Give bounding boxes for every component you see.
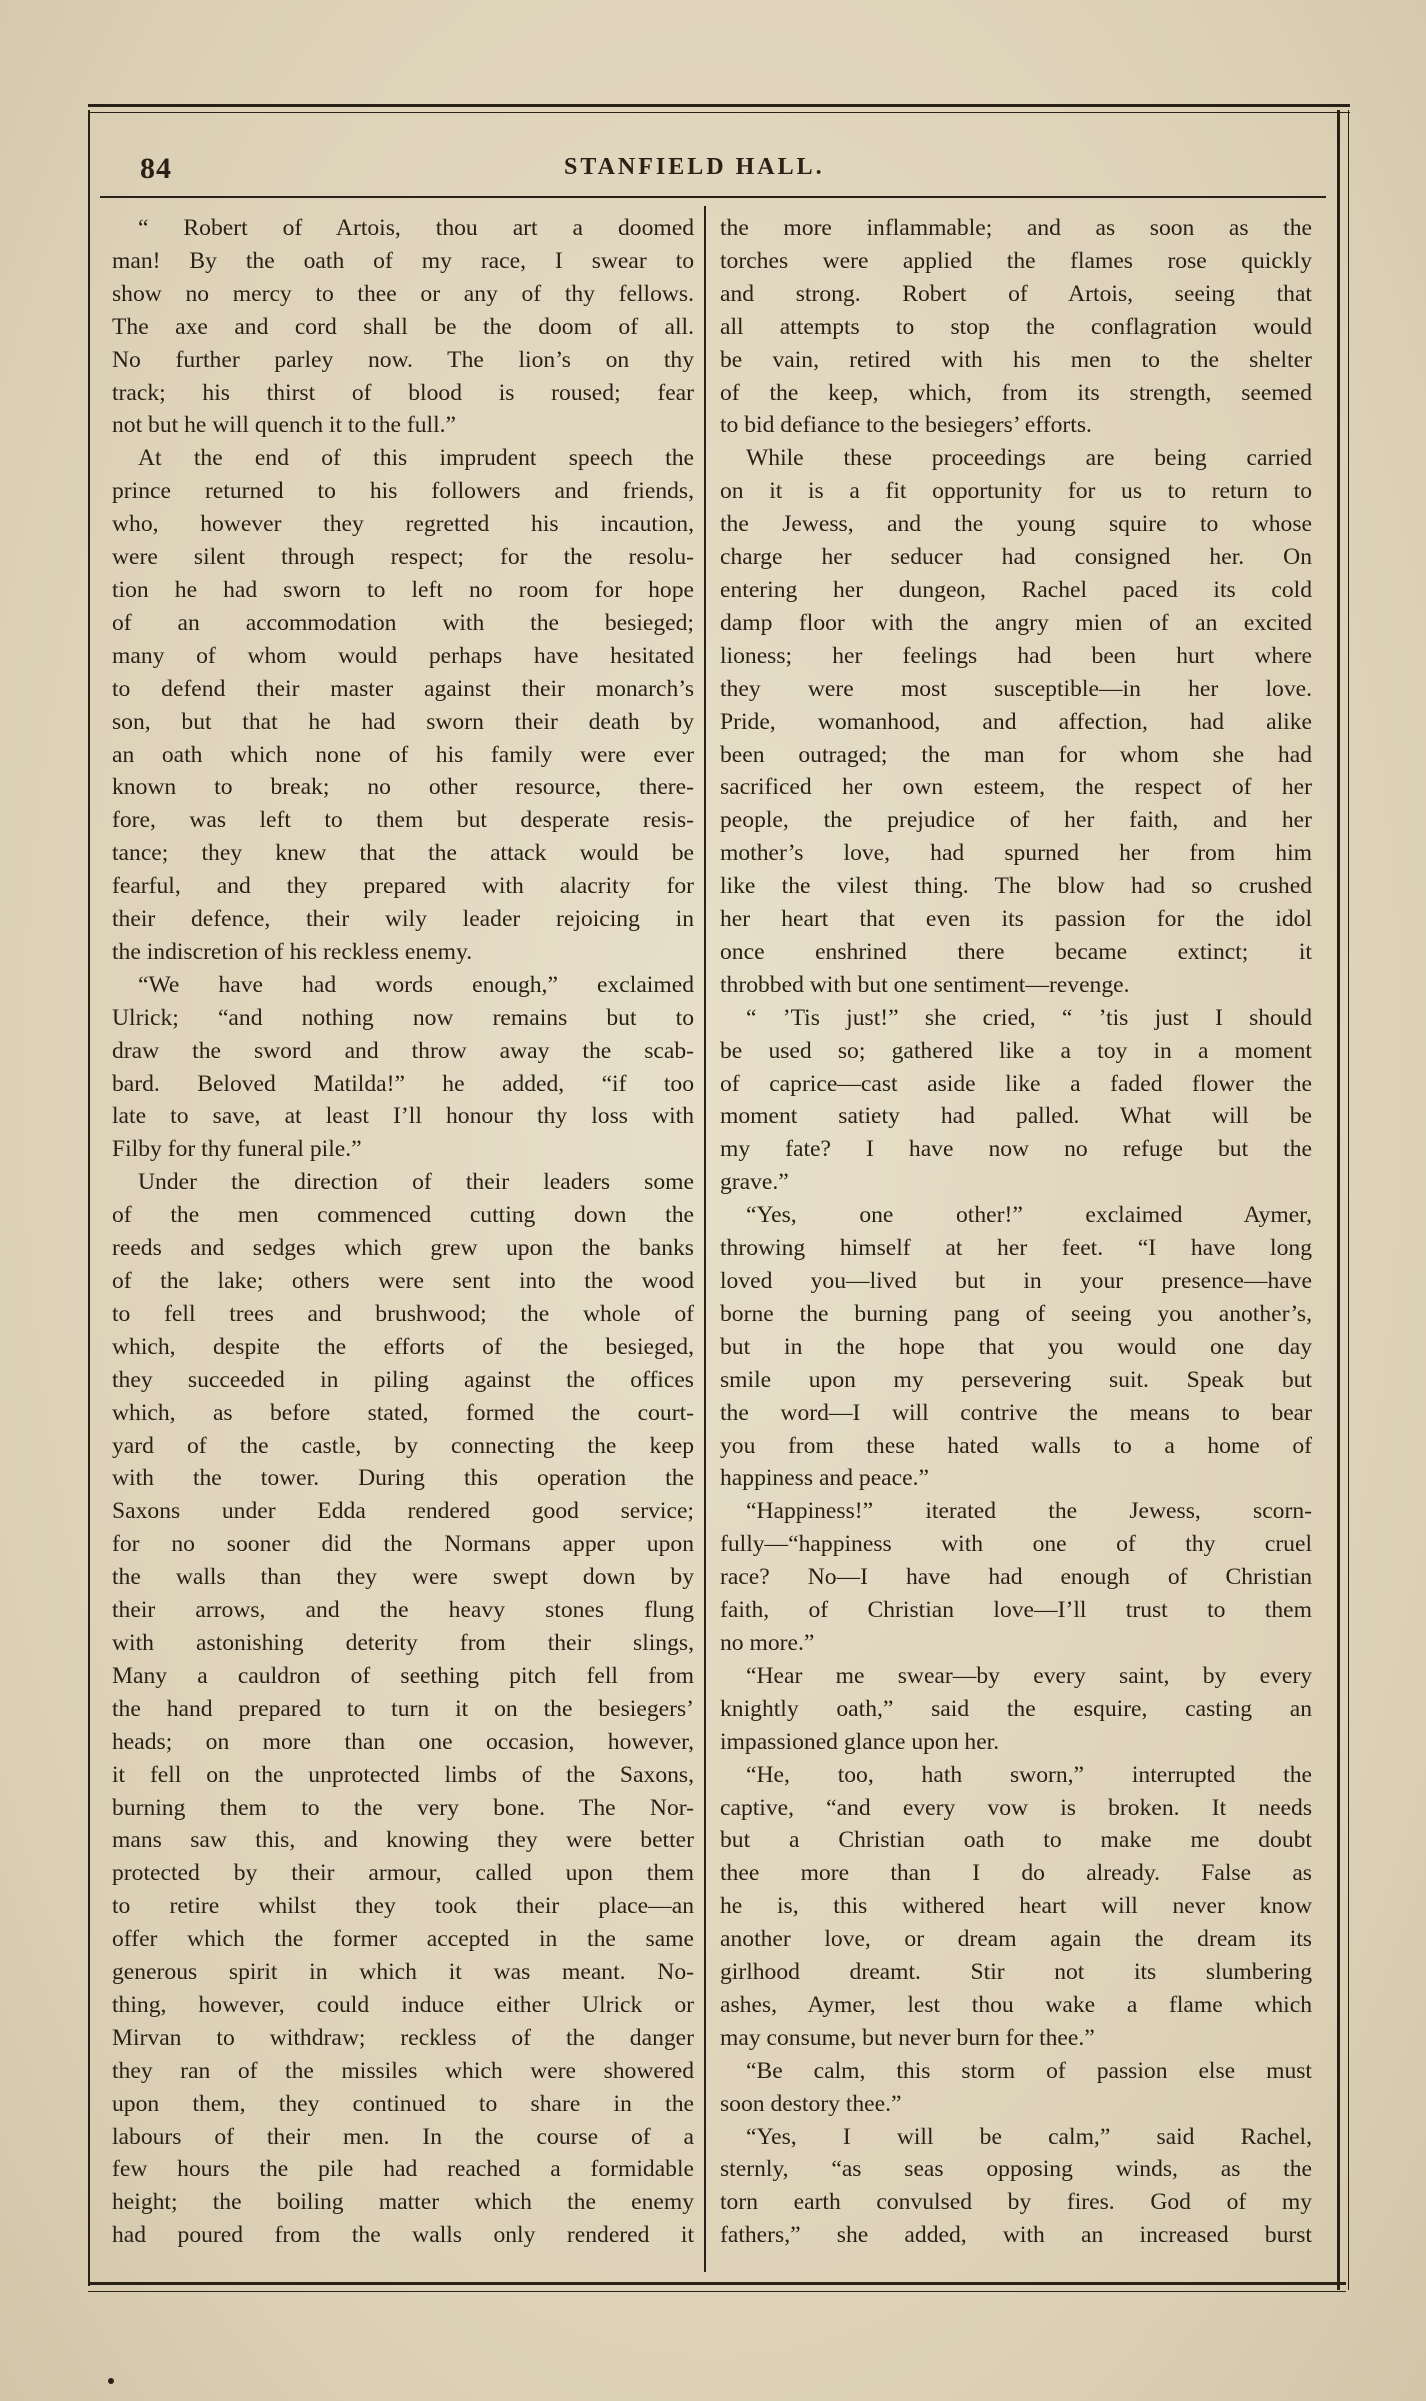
text-line: knightly oath,” said the esquire, casting an <box>720 1695 1312 1722</box>
text-line: the Jewess, and the young squire to whose <box>720 511 1312 538</box>
text-line: girlhood dreamt. Stir not its slumbering <box>720 1959 1312 1986</box>
text-line: with astonishing deterity from their slings, <box>112 1629 694 1656</box>
text-line: been outraged; the man for whom she had <box>720 741 1312 768</box>
text-line: my fate? I have now no refuge but the <box>720 1136 1312 1163</box>
text-line: of an accommodation with the besieged; <box>112 609 694 636</box>
text-line: son, but that he had sworn their death by <box>112 708 694 735</box>
text-line: generous spirit in which it was meant. No- <box>112 1959 694 1986</box>
text-line: of the lake; others were sent into the wood <box>112 1268 694 1294</box>
text-line: loved you—lived but in your presence—have <box>720 1268 1312 1294</box>
ink-speck <box>108 2378 114 2384</box>
text-line: people, the prejudice of her faith, and her <box>720 807 1312 834</box>
text-line: mans saw this, and knowing they were better <box>112 1827 694 1854</box>
text-line: draw the sword and throw away the scab- <box>112 1037 694 1064</box>
text-line: of the keep, which, from its strength, seemed <box>720 379 1312 406</box>
header-rule <box>100 196 1326 198</box>
text-line: who, however they regretted his incaution, <box>112 511 694 538</box>
text-line: the walls than they were swept down by <box>112 1564 694 1591</box>
text-line: smile upon my persevering suit. Speak but <box>720 1366 1312 1393</box>
text-line: the more inflammable; and as soon as the <box>720 215 1312 241</box>
text-line: thing, however, could induce either Ulrick or <box>112 1991 694 2018</box>
text-line: had poured from the walls only rendered it <box>112 2222 694 2249</box>
text-line: “Happiness!” iterated the Jewess, scorn- <box>746 1498 1312 1525</box>
page-number: 84 <box>140 152 172 185</box>
page-border-top-thin <box>88 112 1350 113</box>
text-line: moment satiety had palled. What will be <box>720 1103 1312 1130</box>
text-line: reeds and sedges which grew upon the banks <box>112 1235 694 1262</box>
text-line: damp floor with the angry mien of an excited <box>720 609 1312 636</box>
text-line: thee more than I do already. False as <box>720 1860 1312 1887</box>
text-line: “We have had words enough,” exclaimed <box>138 971 694 998</box>
text-line: but in the hope that you would one day <box>720 1333 1312 1360</box>
text-line: were silent through respect; for the resolu- <box>112 544 694 571</box>
text-line: fathers,” she added, with an increased burst <box>720 2222 1312 2249</box>
column-divider <box>704 206 706 2272</box>
text-line: borne the burning pang of seeing you another’s, <box>720 1300 1312 1327</box>
text-line: upon them, they continued to share in the <box>112 2090 694 2117</box>
text-line: the hand prepared to turn it on the besiegers’ <box>112 1695 694 1722</box>
text-line: “Yes, I will be calm,” said Rachel, <box>746 2123 1312 2150</box>
text-line: they ran of the missiles which were showered <box>112 2057 694 2084</box>
text-line: you from these hated walls to a home of <box>720 1432 1312 1459</box>
page-border-right-thin <box>1348 110 1349 2290</box>
text-line: sacrificed her own esteem, the respect of her <box>720 774 1312 801</box>
text-line: but a Christian oath to make me doubt <box>720 1827 1312 1854</box>
text-line: Many a cauldron of seething pitch fell from <box>112 1662 694 1689</box>
text-line: may consume, but never burn for thee.” <box>720 2024 1095 2051</box>
text-line: like the vilest thing. The blow had so crushed <box>720 873 1312 900</box>
text-line: their defence, their wily leader rejoicing in <box>112 906 694 933</box>
text-line: fearful, and they prepared with alacrity for <box>112 873 694 900</box>
text-line: their arrows, and the heavy stones flung <box>112 1597 694 1624</box>
text-line: “He, too, hath sworn,” interrupted the <box>746 1761 1312 1788</box>
text-line: man! By the oath of my race, I swear to <box>112 247 694 274</box>
text-line: charge her seducer had consigned her. On <box>720 544 1312 571</box>
page-border-bottom <box>88 2282 1346 2285</box>
text-line: and strong. Robert of Artois, seeing that <box>720 280 1312 307</box>
text-line: entering her dungeon, Rachel paced its cold <box>720 576 1312 603</box>
text-line: fore, was left to them but desperate resis- <box>112 807 694 834</box>
text-line: many of whom would perhaps have hesitated <box>112 642 694 669</box>
page-border-top <box>88 104 1350 107</box>
text-line: happiness and peace.” <box>720 1465 929 1492</box>
text-line: grave.” <box>720 1169 789 1196</box>
text-line: ashes, Aymer, lest thou wake a flame which <box>720 1991 1312 2018</box>
text-line: bard. Beloved Matilda!” he added, “if too <box>112 1070 694 1097</box>
text-line: throbbed with but one sentiment—revenge. <box>720 971 1130 998</box>
text-line: they succeeded in piling against the offices <box>112 1366 694 1393</box>
text-line: of caprice—cast aside like a faded flower the <box>720 1070 1312 1097</box>
text-line: protected by their armour, called upon them <box>112 1860 694 1887</box>
text-line: “Be calm, this storm of passion else must <box>746 2057 1312 2084</box>
text-line: fully—“happiness with one of thy cruel <box>720 1531 1312 1558</box>
text-line: of the men commenced cutting down the <box>112 1202 694 1229</box>
text-line: the word—I will contrive the means to bear <box>720 1399 1312 1426</box>
text-line: Pride, womanhood, and affection, had alike <box>720 708 1312 735</box>
text-line: tion he had sworn to left no room for hope <box>112 576 694 603</box>
text-line: late to save, at least I’ll honour thy loss with <box>112 1103 694 1130</box>
text-line: captive, “and every vow is broken. It needs <box>720 1794 1312 1821</box>
text-line: few hours the pile had reached a formidable <box>112 2156 694 2183</box>
page-border-bottom-thin <box>88 2291 1346 2292</box>
text-line: burning them to the very bone. The Nor- <box>112 1794 694 1821</box>
text-line: Mirvan to withdraw; reckless of the danger <box>112 2024 694 2051</box>
text-line: Saxons under Edda rendered good service; <box>112 1498 694 1525</box>
text-line: No further parley now. The lion’s on thy <box>112 346 694 373</box>
text-line: “ ’Tis just!” she cried, “ ’tis just I should <box>746 1004 1312 1031</box>
text-line: offer which the former accepted in the same <box>112 1926 694 1953</box>
text-line: be vain, retired with his men to the shelter <box>720 346 1312 373</box>
text-line: While these proceedings are being carried <box>746 445 1312 472</box>
text-line: faith, of Christian love—I’ll trust to them <box>720 1597 1312 1624</box>
text-line: sternly, “as seas opposing winds, as the <box>720 2156 1312 2183</box>
page-header <box>100 148 1320 198</box>
text-line: no more.” <box>720 1629 815 1656</box>
text-line: to defend their master against their monarch’s <box>112 675 694 702</box>
text-line: Ulrick; “and nothing now remains but to <box>112 1004 694 1031</box>
text-line: they were most susceptible—in her love. <box>720 675 1312 702</box>
text-line: on it is a fit opportunity for us to return to <box>720 478 1312 505</box>
text-line: yard of the castle, by connecting the keep <box>112 1432 694 1459</box>
text-line: At the end of this imprudent speech the <box>138 445 694 472</box>
text-line: throwing himself at her feet. “I have long <box>720 1235 1312 1262</box>
text-line: show no mercy to thee or any of thy fellows. <box>112 280 694 307</box>
text-line: to bid defiance to the besiegers’ efforts. <box>720 412 1092 439</box>
text-line: to fell trees and brushwood; the whole of <box>112 1300 694 1327</box>
right-text-column <box>720 212 1312 2272</box>
running-title: STANFIELD HALL. <box>564 154 825 180</box>
text-line: heads; on more than one occasion, however, <box>112 1728 694 1755</box>
text-line: race? No—I have had enough of Christian <box>720 1564 1312 1591</box>
text-line: mother’s love, had spurned her from him <box>720 840 1312 867</box>
text-line: Under the direction of their leaders some <box>138 1169 694 1196</box>
text-line: The axe and cord shall be the doom of all. <box>112 313 694 340</box>
left-text-column <box>112 212 694 2272</box>
text-line: labours of their men. In the course of a <box>112 2123 694 2150</box>
text-line: torn earth convulsed by fires. God of my <box>720 2189 1312 2216</box>
text-line: the indiscretion of his reckless enemy. <box>112 938 473 965</box>
text-line: not but he will quench it to the full.” <box>112 412 457 439</box>
text-line: for no sooner did the Normans apper upon <box>112 1531 694 1558</box>
text-line: soon destory thee.” <box>720 2090 902 2117</box>
text-line: prince returned to his followers and friends, <box>112 478 694 505</box>
text-line: another love, or dream again the dream its <box>720 1926 1312 1953</box>
text-line: “Hear me swear—by every saint, by every <box>746 1662 1312 1689</box>
text-line: all attempts to stop the conflagration would <box>720 313 1312 340</box>
text-line: torches were applied the flames rose quickly <box>720 247 1312 274</box>
text-line: which, as before stated, formed the court- <box>112 1399 694 1426</box>
text-line: height; the boiling matter which the enemy <box>112 2189 694 2216</box>
text-line: be used so; gathered like a toy in a moment <box>720 1037 1312 1064</box>
text-line: her heart that even its passion for the idol <box>720 906 1312 933</box>
text-line: tance; they knew that the attack would be <box>112 840 694 867</box>
text-line: Filby for thy funeral pile.” <box>112 1136 362 1163</box>
text-line: “Yes, one other!” exclaimed Aymer, <box>746 1202 1312 1229</box>
text-line: “ Robert of Artois, thou art a doomed <box>138 215 694 241</box>
text-line: it fell on the unprotected limbs of the Saxons, <box>112 1761 694 1788</box>
text-line: with the tower. During this operation the <box>112 1465 694 1492</box>
text-line: an oath which none of his family were ever <box>112 741 694 768</box>
text-line: known to break; no other resource, there- <box>112 774 694 801</box>
text-line: lioness; her feelings had been hurt where <box>720 642 1312 669</box>
page-border-left <box>88 110 90 2286</box>
page-border-right <box>1337 110 1340 2290</box>
text-line: to retire whilst they took their place—an <box>112 1893 694 1920</box>
text-line: impassioned glance upon her. <box>720 1728 1000 1755</box>
text-line: he is, this withered heart will never know <box>720 1893 1312 1920</box>
text-line: once enshrined there became extinct; it <box>720 938 1312 965</box>
text-line: which, despite the efforts of the besieged, <box>112 1333 694 1360</box>
text-line: track; his thirst of blood is roused; fear <box>112 379 694 406</box>
